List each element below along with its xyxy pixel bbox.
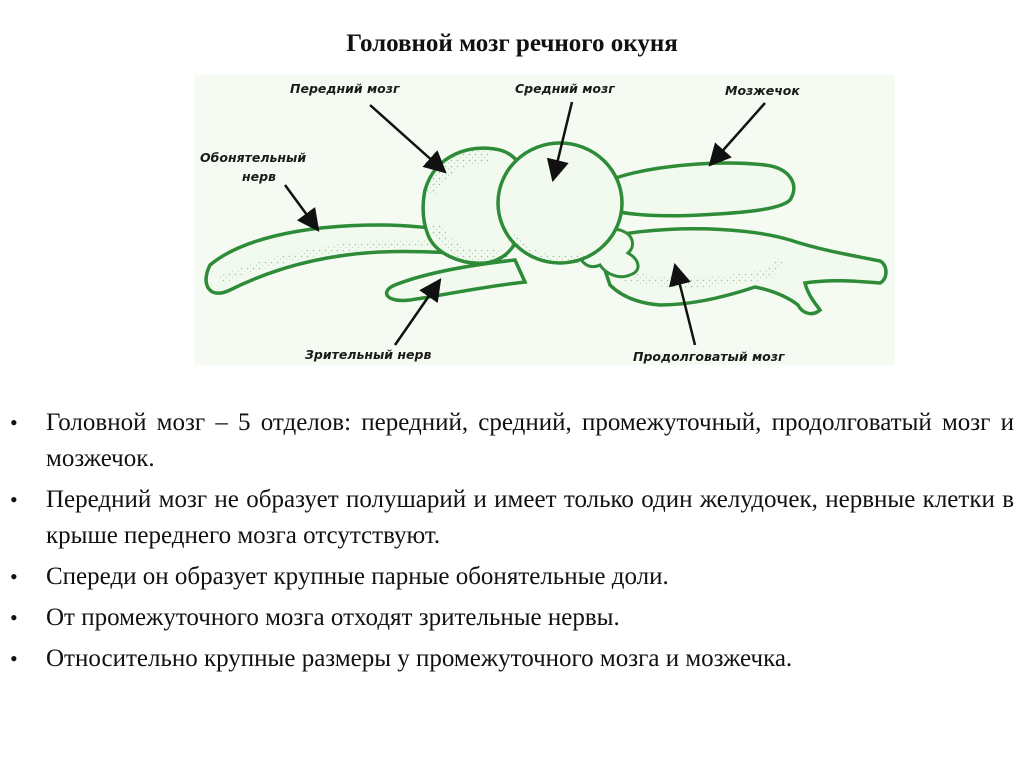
list-item [0, 641, 1024, 677]
list-item [0, 405, 1024, 477]
list-item [0, 559, 1024, 595]
bullet-icon: • [10, 646, 18, 671]
bullet-text: Головной мозг – 5 отделов: передний, средний, промежуточный, продолговатый мозг и мозжечок. [46, 409, 1014, 472]
bullet-text: Спереди он образует крупные парные обонятельные доли. [46, 563, 669, 590]
label-cerebellum: Мозжечок [725, 83, 800, 98]
bullet-text: Относительно крупные размеры у промежуточного мозга и мозжечка. [46, 645, 793, 672]
label-olfactory-1: Обонятельный [200, 150, 307, 165]
bullet-text: От промежуточного мозга отходят зрительные нервы. [46, 604, 620, 631]
bullet-icon: • [10, 605, 18, 630]
bullet-text: Передний мозг не образует полушарий и имеет только один желудочек, нервные клетки в крыше переднего мозга отсутствуют. [46, 486, 1014, 549]
bullet-icon: • [10, 410, 18, 435]
label-olfactory-2: нерв [242, 169, 276, 184]
label-medulla: Продолговатый мозг [633, 349, 785, 364]
label-optic: Зрительный нерв [305, 347, 432, 362]
cerebellum-shape [610, 163, 794, 216]
list-item [0, 482, 1024, 554]
facts-list [0, 405, 1024, 682]
label-forebrain: Передний мозг [290, 81, 400, 96]
label-midbrain: Средний мозг [515, 81, 615, 96]
brain-diagram [180, 75, 900, 370]
page-title: Головной мозг речного окуня [346, 30, 678, 57]
bullet-icon: • [10, 564, 18, 589]
bullet-icon: • [10, 487, 18, 512]
list-item [0, 600, 1024, 636]
